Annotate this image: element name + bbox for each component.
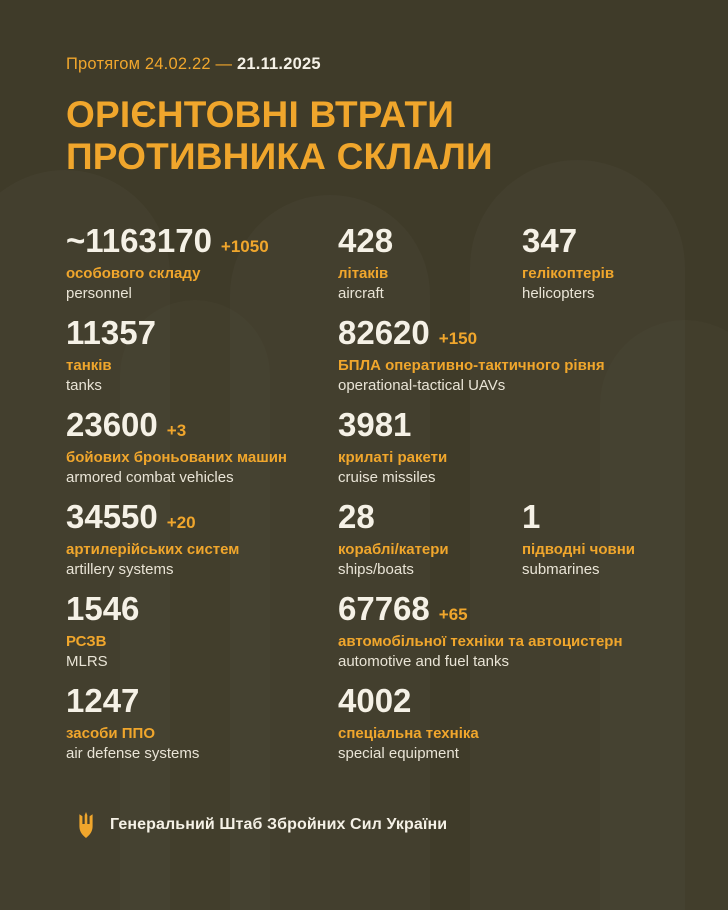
stats-row [66, 589, 662, 684]
stat-value-line [66, 497, 239, 535]
stat-delta: +65 [438, 604, 468, 624]
stat-label-ua: підводні човни [522, 541, 636, 559]
stat-label-en: MLRS [66, 653, 108, 671]
stat-value: 23600 [66, 405, 158, 443]
stat-value-line [338, 221, 402, 259]
stat-label-ua: спеціальна техніка [338, 725, 479, 743]
stat-label-en: automotive and fuel tanks [338, 653, 509, 671]
stat-label-ua: танків [66, 357, 112, 375]
stat-item-uavs [338, 313, 605, 396]
stats-row [66, 221, 662, 316]
stats-row [66, 681, 662, 776]
stat-delta: +3 [166, 420, 187, 440]
page-title [66, 94, 662, 178]
stat-label-en: armored combat vehicles [66, 469, 234, 487]
stat-label-ua: гелікоптерів [522, 265, 615, 283]
stat-value-line [522, 221, 614, 259]
period-dash: — [215, 55, 233, 73]
stat-item-tanks [66, 313, 165, 396]
stat-label-en: personnel [66, 285, 132, 303]
stat-value: 428 [338, 221, 394, 259]
stats-row [66, 405, 662, 500]
stat-label-ua: особового складу [66, 265, 201, 283]
stat-value: 82620 [338, 313, 430, 351]
stat-label-ua: кораблі/катери [338, 541, 449, 559]
stat-value-line [338, 405, 447, 443]
footer [66, 812, 662, 838]
period-start: Протягом 24.02.22 [66, 55, 211, 73]
stat-item-artillery [66, 497, 240, 580]
stat-value-line [338, 681, 479, 719]
stat-label-ua: автомобільної техніки та автоцистерн [338, 633, 623, 651]
stat-value-line [338, 589, 623, 627]
stat-label-en: tanks [66, 377, 102, 395]
stat-item-ships [338, 497, 449, 580]
trident-icon [76, 812, 96, 838]
stat-delta: +20 [166, 512, 196, 532]
stat-item-personnel [66, 221, 269, 304]
stat-item-air-defense [66, 681, 200, 764]
stat-value-line [338, 313, 605, 351]
stat-value-line [66, 221, 269, 259]
stat-label-ua: БПЛА оперативно-тактичного рівня [338, 357, 605, 375]
stat-item-aircraft [338, 221, 402, 304]
stat-value-line [522, 497, 635, 535]
stat-label-en: submarines [522, 561, 600, 579]
stat-value-line [66, 405, 287, 443]
stat-item-automotive [338, 589, 623, 672]
stat-label-en: special equipment [338, 745, 459, 763]
stat-value: 3981 [338, 405, 412, 443]
stat-item-submarines [522, 497, 636, 580]
stat-label-en: helicopters [522, 285, 595, 303]
stat-item-mlrs [66, 589, 148, 672]
stat-label-ua: артилерійських систем [66, 541, 240, 559]
stat-delta: +1050 [220, 236, 269, 256]
stat-label-en: artillery systems [66, 561, 174, 579]
period-line [66, 0, 662, 74]
stat-value: 1 [522, 497, 541, 535]
stat-label-en: aircraft [338, 285, 384, 303]
stat-label-ua: крилаті ракети [338, 449, 448, 467]
stat-label-ua: літаків [338, 265, 389, 283]
stat-label-en: operational-tactical UAVs [338, 377, 506, 395]
stat-value-line [66, 681, 199, 719]
stat-value: 4002 [338, 681, 412, 719]
stat-item-special-equipment [338, 681, 479, 764]
stat-label-ua: РСЗВ [66, 633, 107, 651]
stat-value: 1546 [66, 589, 140, 627]
stats-row [66, 497, 662, 592]
period-end-date: 21.11.2025 [237, 55, 321, 73]
footer-text: Генеральний Штаб Збройних Сил України [110, 815, 448, 833]
stat-delta: +150 [438, 328, 478, 348]
stats-grid [66, 221, 662, 776]
stat-value: 28 [338, 497, 375, 535]
title-line-2: ПРОТИВНИКА СКЛАЛИ [66, 135, 493, 177]
stat-value-line [66, 589, 148, 627]
stat-label-ua: засоби ППО [66, 725, 155, 743]
stat-label-en: cruise missiles [338, 469, 436, 487]
stat-value: 11357 [66, 313, 156, 351]
stat-value-line [338, 497, 449, 535]
stat-value: ~1163170 [66, 221, 212, 259]
stat-label-en: ships/boats [338, 561, 414, 579]
stat-item-armored-vehicles [66, 405, 287, 488]
stat-value: 34550 [66, 497, 158, 535]
stats-row [66, 313, 662, 408]
stat-item-helicopters [522, 221, 615, 304]
stat-value-line [66, 313, 165, 351]
stat-value: 1247 [66, 681, 140, 719]
stat-value: 67768 [338, 589, 430, 627]
stat-label-ua: бойових броньованих машин [66, 449, 287, 467]
stat-value: 347 [522, 221, 578, 259]
stat-label-en: air defense systems [66, 745, 200, 763]
stat-item-cruise-missiles [338, 405, 448, 488]
title-line-1: ОРІЄНТОВНІ ВТРАТИ [66, 94, 455, 135]
